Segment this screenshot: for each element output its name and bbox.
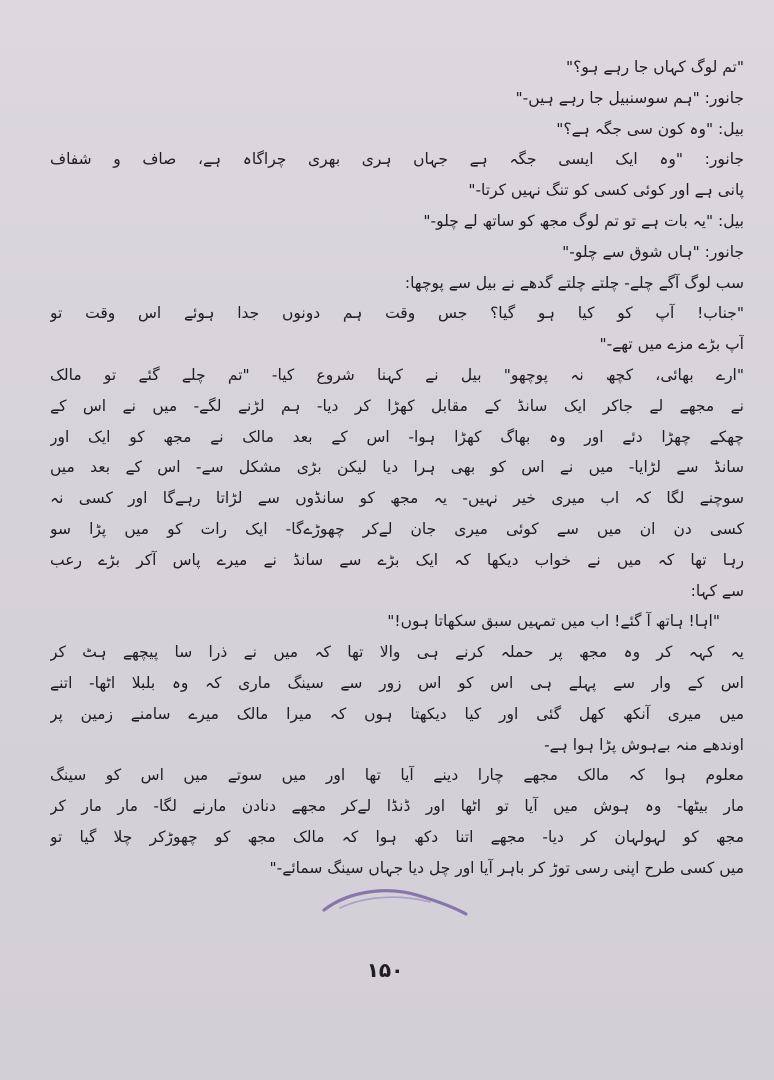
text-line: نے مجھے لے جاکر ایک سانڈ کے مقابل کھڑا کر دیا- ہم لڑنے لگے- میں نے اس کے xyxy=(50,396,744,415)
text-line: "تم لوگ کہاں جا رہے ہو؟" xyxy=(566,58,744,76)
text-line: یہ کہہ کر وہ مجھ پر حملہ کرنے ہی والا تھا کہ میں نے ذرا سا پیچھے ہٹ کر xyxy=(50,643,744,662)
page-number: ۱۵۰ xyxy=(366,958,404,982)
text-line: کسی دن ان میں سے کوئی میری جان لےکر چھوڑےگا- ایک رات کو میں پڑا سو xyxy=(50,519,744,538)
text-line: اوندھے منہ بےہوش پڑا ہوا ہے- xyxy=(544,735,744,754)
text-line: اس کے وار سے پہلے ہی اس کو اس زور سے سینگ ماری کہ وہ بلبلا اٹھا- اتنے xyxy=(50,673,744,692)
text-line: میں کسی طرح اپنی رسی توڑ کر باہر آیا اور چل دیا جہاں سینگ سمائے-" xyxy=(269,858,744,877)
text-line: رہا تھا کہ میں نے خواب دیکھا کہ ایک بڑے سے سانڈ نے میرے پاس آکر بڑے رعب xyxy=(50,550,744,569)
text-line: "ارے بھائی، کچھ نہ پوچھو" بیل نے کہنا شروع کیا- "تم چلے گئے تو مالک xyxy=(50,365,744,384)
text-line: "اہا! ہاتھ آ گئے! اب میں تمہیں سبق سکھاتا ہوں!" xyxy=(387,612,720,631)
text-line: "جناب! آپ کو کیا ہو گیا؟ جس وقت ہم دونوں جدا ہوئے اس وقت تو xyxy=(50,304,744,323)
text-line: بیل: "وہ کون سی جگہ ہے؟" xyxy=(556,119,744,138)
text-line: جانور: "وہ ایک ایسی جگہ ہے جہاں ہری بھری چراگاہ ہے، صاف و شفاف xyxy=(50,150,744,169)
text-line: جانور: "ہم سوسنبیل جا رہے ہیں-" xyxy=(515,88,744,107)
text-line: سے کہا: xyxy=(690,581,744,600)
story-text xyxy=(50,52,744,884)
ink-smudge xyxy=(320,884,470,918)
text-line: مار بیٹھا- وہ ہوش میں آیا تو اٹھا اور ڈنڈا لےکر مجھے دنادن مارنے لگا- مار مار کر xyxy=(50,797,744,816)
text-line: بیل: "یہ بات ہے تو تم لوگ مجھ کو ساتھ لے چلو-" xyxy=(423,211,744,230)
text-line: معلوم ہوا کہ مالک مجھے چارا دینے آیا تھا اور میں سوتے میں اس کو سینگ xyxy=(50,766,744,785)
text-line: میں میری آنکھ کھل گئی اور کیا دیکھتا ہوں کہ میرا مالک میرے سامنے زمین پر xyxy=(50,704,744,723)
text-line: چھکے چھڑا دئے اور وہ بھاگ کھڑا ہوا- اس کے بعد مالک نے مجھ کو ایک اور xyxy=(50,427,744,446)
text-line: پانی ہے اور کوئی کسی کو تنگ نہیں کرتا-" xyxy=(468,181,744,200)
text-line: آپ بڑے مزے میں تھے-" xyxy=(599,335,744,354)
text-line: مجھ کو لہولہان کر دیا- مجھے اتنا دکھ ہوا کہ مالک مجھ کو چھوڑکر چلا گیا تو xyxy=(50,827,744,846)
text-line: سوچنے لگا کہ اب میری خیر نہیں- یہ مجھ کو سانڈوں سے لڑاتا رہےگا اور کسی نہ xyxy=(50,489,744,508)
text-line: سانڈ سے لڑایا- میں نے اس کو بھی ہرا دیا لیکن بڑی مشکل سے- اس کے بعد میں xyxy=(50,458,744,477)
text-line: سب لوگ آگے چلے- چلتے چلتے گدھے نے بیل سے پوچھا: xyxy=(404,273,744,292)
text-line: جانور: "ہاں شوق سے چلو-" xyxy=(562,242,744,261)
